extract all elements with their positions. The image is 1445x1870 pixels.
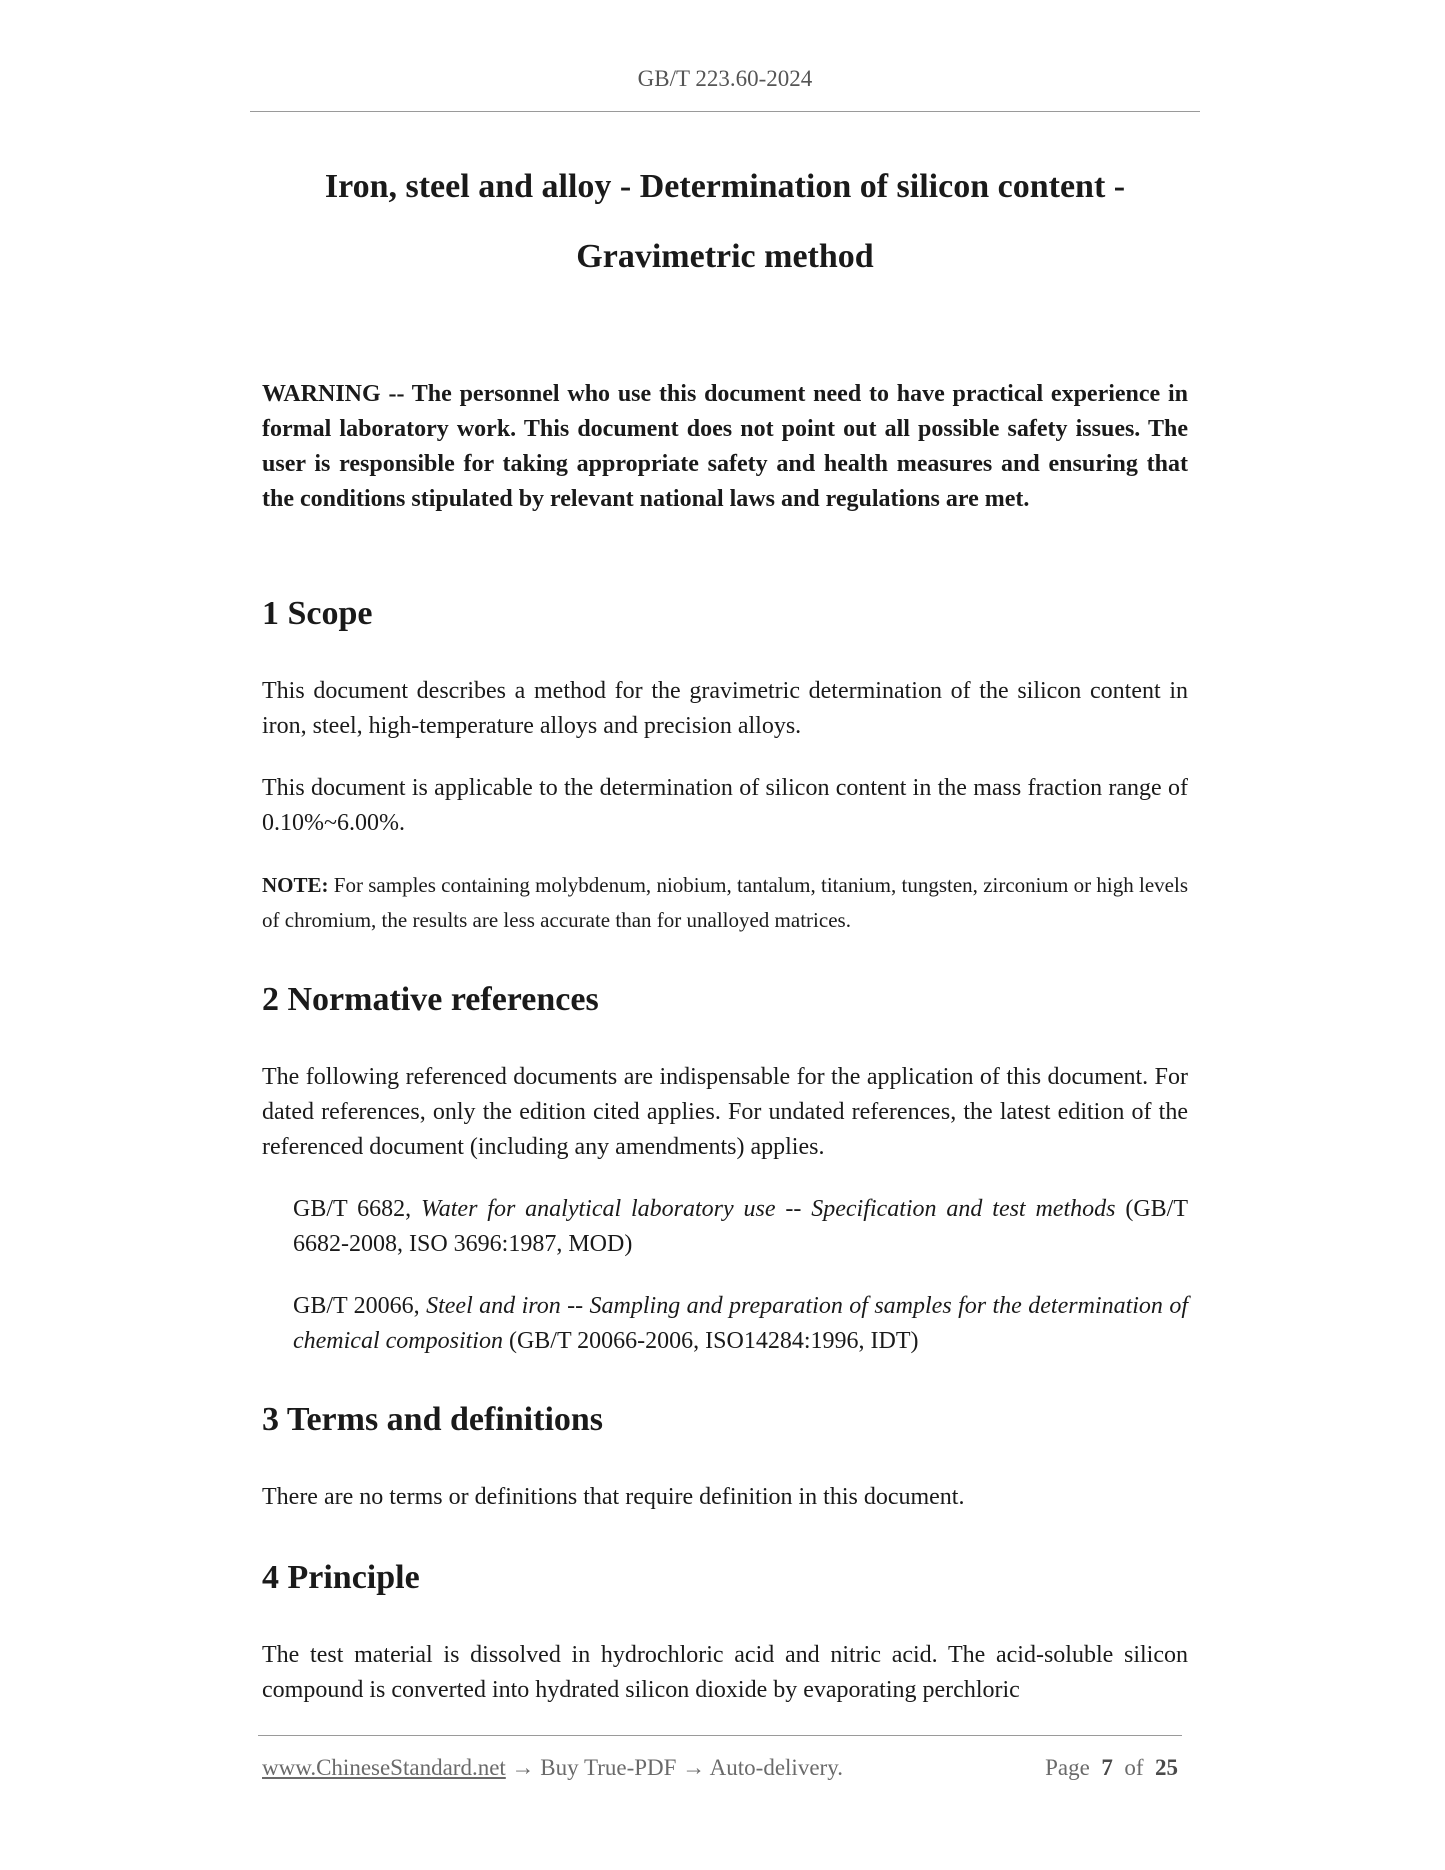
reference-title: Steel and iron -- Sampling and preparation of samples for the determination of chemical composition <box>293 1293 1189 1354</box>
section-heading-scope: 1 Scope <box>262 595 373 632</box>
header-divider <box>250 111 1200 112</box>
normative-paragraph: The following referenced documents are indispensable for the application of this document. For dated references, only the edition cited applies. For undated references, the latest edition of the referenced document (including any amendments) applies. <box>262 1064 1188 1160</box>
document-title <box>230 152 1220 292</box>
section-heading-terms: 3 Terms and definitions <box>262 1401 604 1438</box>
principle-paragraph: The test material is dissolved in hydrochloric acid and nitric acid. The acid-soluble silicon compound is converted into hydrated silicon dioxide by evaporating perchloric <box>262 1642 1188 1703</box>
site-link[interactable]: www.ChineseStandard.net <box>262 1755 506 1780</box>
reference-item <box>293 1192 1188 1262</box>
running-header: GB/T 223.60-2024 <box>637 66 813 91</box>
reference-suffix: (GB/T 20066-2006, ISO14284:1996, IDT) <box>502 1328 919 1354</box>
section-heading-principle: 4 Principle <box>262 1559 420 1596</box>
section-heading-normative: 2 Normative references <box>262 981 599 1018</box>
reference-title: Water for analytical laboratory use -- Specification and test methods <box>420 1196 1116 1222</box>
reference-code: GB/T 6682, <box>293 1196 421 1222</box>
title-line-2: Gravimetric method <box>576 238 874 275</box>
page-label: Page <box>1045 1755 1090 1780</box>
buy-pdf-text: Buy True-PDF <box>540 1755 677 1780</box>
arrow-right-icon: → <box>682 1755 706 1780</box>
terms-paragraph: There are no terms or definitions that require definition in this document. <box>262 1484 965 1510</box>
of-label: of <box>1124 1755 1144 1780</box>
arrow-right-icon: → <box>511 1755 535 1780</box>
reference-code: GB/T 20066, <box>293 1293 427 1319</box>
scope-paragraph-1: This document describes a method for the gravimetric determination of the silicon content in iron, steel, high-temperature alloys and precision alloys. <box>262 678 1188 739</box>
auto-delivery-text: Auto-delivery. <box>709 1755 843 1780</box>
note-text: For samples containing molybdenum, niobium, tantalum, titanium, tungsten, zirconium or high levels of chromium, the results are less accurate than for unalloyed matrices. <box>262 873 1188 932</box>
note-label: NOTE: <box>262 873 329 897</box>
warning-paragraph: WARNING -- The personnel who use this document need to have practical experience in formal laboratory work. This document does not point out all possible safety issues. The user is responsible for taking appropriate safety and health measures and ensuring that the conditions stipulated by relevant national laws and regulations are met. <box>262 381 1188 512</box>
page-number <box>1045 1755 1178 1781</box>
footer-divider <box>258 1735 1182 1736</box>
reference-item <box>293 1289 1188 1359</box>
title-line-1: Iron, steel and alloy - Determination of silicon content - <box>324 168 1126 205</box>
reference-suffix: (GB/T 6682-2008, ISO 3696:1987, MOD) <box>293 1196 1188 1257</box>
footer-promo <box>262 1755 843 1781</box>
total-pages: 25 <box>1155 1755 1178 1780</box>
scope-paragraph-2: This document is applicable to the determination of silicon content in the mass fraction range of 0.10%~6.00%. <box>262 775 1188 836</box>
current-page: 7 <box>1101 1755 1113 1780</box>
scope-note <box>262 868 1188 938</box>
